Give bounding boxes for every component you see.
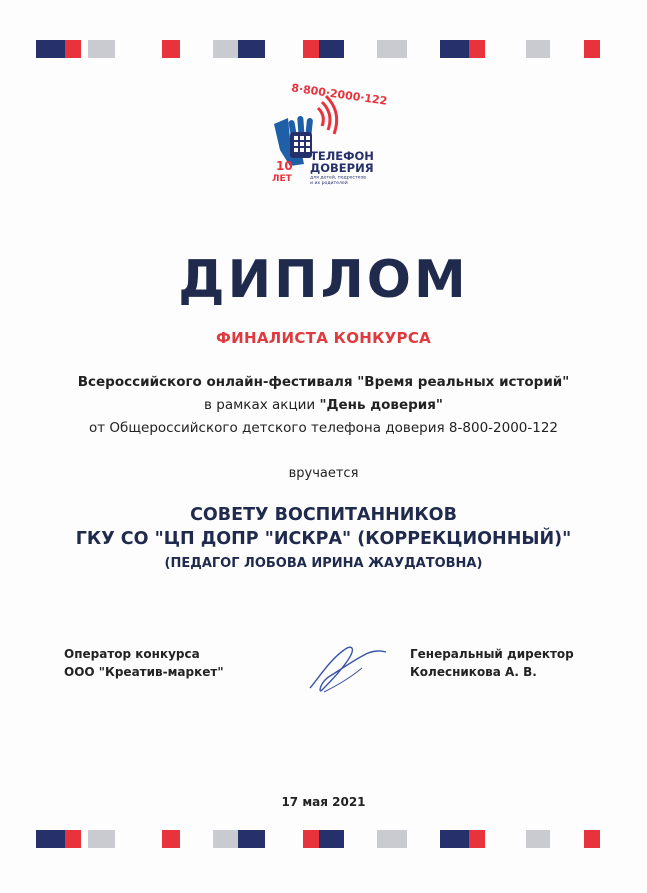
stripe-block [407, 830, 441, 848]
director-block [410, 645, 574, 681]
stripe-block [550, 830, 584, 848]
helpline-logo-graphic [260, 80, 388, 186]
logo-tagline-line1: для детей, подростков [310, 175, 366, 181]
issue-date: 17 мая 2021 [281, 795, 366, 809]
stripe-block [600, 830, 611, 848]
logo-phone-number: 8·800·2000·122 [290, 81, 388, 108]
organizer-line: от Общероссийского детского телефона доверия 8-800-2000-122 [88, 420, 559, 436]
signature [300, 638, 390, 698]
operator-block [64, 645, 224, 681]
stripe-block [81, 40, 88, 58]
stripe-block [469, 830, 485, 848]
stripe-block [65, 40, 81, 58]
logo-years-word: ЛЕТ [272, 174, 292, 184]
stripe-block [407, 40, 441, 58]
stripe-block [81, 830, 88, 848]
campaign-line-prefix: в рамках акции [204, 397, 320, 413]
stripe-block [344, 830, 378, 848]
recipient-line1: СОВЕТУ ВОСПИТАННИКОВ [190, 505, 457, 525]
stripe-block [88, 830, 115, 848]
stripe-block [377, 830, 406, 848]
stripe-block [213, 40, 238, 58]
stripe-block [303, 830, 319, 848]
diploma-subtitle: ФИНАЛИСТА КОНКУРСА [215, 329, 432, 347]
logo-years-number: 10 [276, 159, 293, 173]
stripe-block [65, 830, 81, 848]
stripe-block [36, 40, 65, 58]
stripe-block [36, 830, 65, 848]
campaign-name: "День доверия" [319, 397, 443, 413]
stripe-block [238, 40, 265, 58]
logo-tagline-line2: и их родителей [310, 181, 348, 186]
stripe-block [440, 40, 469, 58]
operator-name: ООО "Креатив-маркет" [64, 665, 224, 679]
top-decorative-stripe [36, 40, 611, 58]
stripe-block [584, 40, 600, 58]
stripe-block [265, 40, 303, 58]
stripe-block [265, 830, 303, 848]
director-name: Колесникова А. В. [410, 665, 537, 679]
stripe-block [180, 40, 214, 58]
operator-label: Оператор конкурса [64, 647, 200, 661]
stripe-block [526, 830, 551, 848]
signature-graphic [300, 638, 390, 698]
stripe-block [319, 40, 344, 58]
stripe-block [485, 40, 525, 58]
recipient-line3: (ПЕДАГОГ ЛОБОВА ИРИНА ЖАУДАТОВНА) [164, 556, 483, 571]
logo-brand-line2: ДОВЕРИЯ [310, 161, 374, 175]
stripe-block [88, 40, 115, 58]
stripe-block [115, 830, 162, 848]
stripe-block [526, 40, 551, 58]
stripe-block [377, 40, 406, 58]
festival-line: Всероссийского онлайн-фестиваля "Время реальных историй" [77, 374, 570, 390]
stripe-block [115, 40, 162, 58]
signal-arc-icon [318, 108, 323, 126]
diploma-title: ДИПЛОМ [178, 250, 469, 310]
stripe-block [319, 830, 344, 848]
awarded-text: вручается [288, 466, 359, 481]
bottom-decorative-stripe [36, 830, 611, 848]
stripe-block [238, 830, 265, 848]
stripe-block [469, 40, 485, 58]
stripe-block [344, 40, 378, 58]
stripe-block [162, 40, 180, 58]
logo-brand-line1: ТЕЛЕФОН [310, 149, 374, 163]
campaign-line [0, 397, 647, 413]
stripe-block [440, 830, 469, 848]
stripe-block [584, 830, 600, 848]
stripe-block [550, 40, 584, 58]
director-label: Генеральный директор [410, 647, 574, 661]
stripe-block [485, 830, 525, 848]
stripe-block [600, 40, 611, 58]
stripe-block [213, 830, 238, 848]
stripe-block [162, 830, 180, 848]
stripe-block [303, 40, 319, 58]
helpline-logo [260, 80, 388, 186]
stripe-block [180, 830, 214, 848]
recipient-line2: ГКУ СО "ЦП ДОПР "ИСКРА" (КОРРЕКЦИОННЫЙ)" [75, 529, 572, 549]
